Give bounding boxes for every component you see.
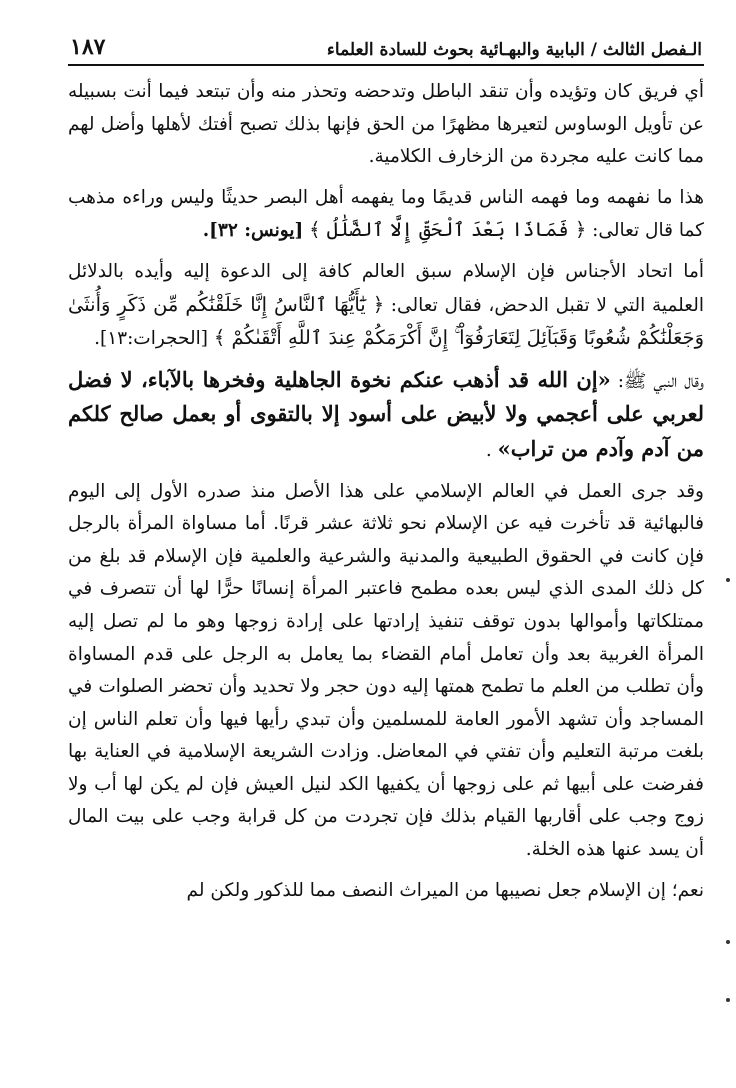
hadith-quote: «إن الله قد أذهب عنكم نخوة الجاهلية وفخرها بالآباء، لا فضل لعربي على أعجمي ولا لأبيض على أسود إلا بالتقوى أو بعمل صالح كلكم من آدم وآدم من تراب» bbox=[68, 366, 704, 461]
paragraph-4-end: . bbox=[485, 439, 492, 461]
quran-verse-yunus: ﴿ فَمَاذَا بَعْدَ ٱلْحَقِّ إِلَّا ٱلضَّلَٰلُ ﴾ bbox=[309, 218, 587, 242]
paragraph-6: نعم؛ إن الإسلام جعل نصيبها من الميراث النصف مما للذكور ولكن لم bbox=[186, 879, 704, 901]
paragraph-4 bbox=[68, 364, 704, 468]
verse-reference-yunus: [يونس: ٣٢]. bbox=[202, 220, 304, 242]
chapter-title: الـفصل الثالث / البابية والبهـائية بحوث للسادة العلماء bbox=[326, 40, 702, 60]
paragraph-3-text: أما اتحاد الأجناس فإن الإسلام سبق العالم كافة إلى الدعوة إليه وأيده بالدلائل العلمية التي لا تقبل الدحض، فقال تعالى: bbox=[68, 260, 704, 316]
paragraph-3 bbox=[68, 256, 704, 356]
book-page bbox=[68, 22, 704, 1072]
margin-dot-3 bbox=[726, 998, 730, 1002]
margin-dot-2 bbox=[726, 940, 730, 944]
paragraph-5: وقد جرى العمل في العالم الإسلامي على هذا الأصل منذ صدره الأول إلى اليوم فالبهائية قد تأخرت فيه عن الإسلام نحو ثلاثة عشر قرنًا. أما مساواة المرأة بالرجل فإن كانت في الحقوق الطبيعية والمدنية والشرعية والعلمية فإن الإسلام قد بلغ من كل ذلك المدى الذي ليس بعده مطمح فاعتبر المرأة إنسانًا حرًّا لها أن تتصرف في ممتلكاتها وأموالها بدون توقف تنفيذ إرادتها على إرادة زوجها وهو ما لم تصل إليه المرأة الغربية بعد وأن تعامل أمام القضاء بما يعامل به الرجل على قدم المساواة وأن تطلب من العلم ما تطمح همتها إليه دون حجر ولا تحديد وأن تحضر الصلوات في المساجد وأن تشهد الأمور العامة للمسلمين وأن تبدي رأيها فيها وأن تعلم الناس إن بلغت مرتبة التعليم وأن تفتي في المعاضل. وزادت الشريعة الإسلامية في العناية بها ففرضت على أبيها ثم على زوجها أن يكفيها الكد لنيل العيش فإن لم يكن لها أب ولا زوج وجب على أقاربها القيام بذلك فإن تجردت من كل قرابة وجب على بيت المال أن يسد عنها هذه الخلة. bbox=[68, 480, 704, 861]
paragraph-1: أي فريق كان وتؤيده وأن تنقد الباطل وتدحضه وتحذر منه وأن تبتعد فيما أنت بسبيله عن تأويل الوساوس لتعيرها مظهرًا من الحق فإنها بذلك تصبح أفتك لأهلها وأضل لهم مما كانت عليه مجردة من الزخارف الكلامية. bbox=[68, 81, 704, 168]
paragraph-2-text: هذا ما نفهمه وما فهمه الناس قديمًا وما يفهمه أهل البصر حديثًا وليس وراءه مذهب كما قال تعالى: bbox=[68, 186, 704, 242]
running-header bbox=[68, 22, 704, 66]
margin-dot-1 bbox=[726, 578, 730, 582]
body-text bbox=[68, 76, 704, 907]
paragraph-2 bbox=[68, 182, 704, 248]
paragraph-4-intro: وقال النبي ﷺ: bbox=[617, 370, 704, 392]
quran-verse-hujurat: ﴿ يَٰٓأَيُّهَا ٱلنَّاسُ إِنَّا خَلَقْنَٰكُم مِّن ذَكَرٍ وَأُنثَىٰ وَجَعَلْنَٰكُمْ شُعُوبًا وَقَبَآئِلَ لِتَعَارَفُوٓاْ ۚ إِنَّ أَكْرَمَكُمْ عِندَ ٱللَّهِ أَتْقَىٰكُمْ ﴾ bbox=[68, 292, 704, 350]
page-number: ١٨٧ bbox=[70, 34, 106, 60]
verse-reference-hujurat: [الحجرات:١٣]. bbox=[94, 328, 208, 350]
